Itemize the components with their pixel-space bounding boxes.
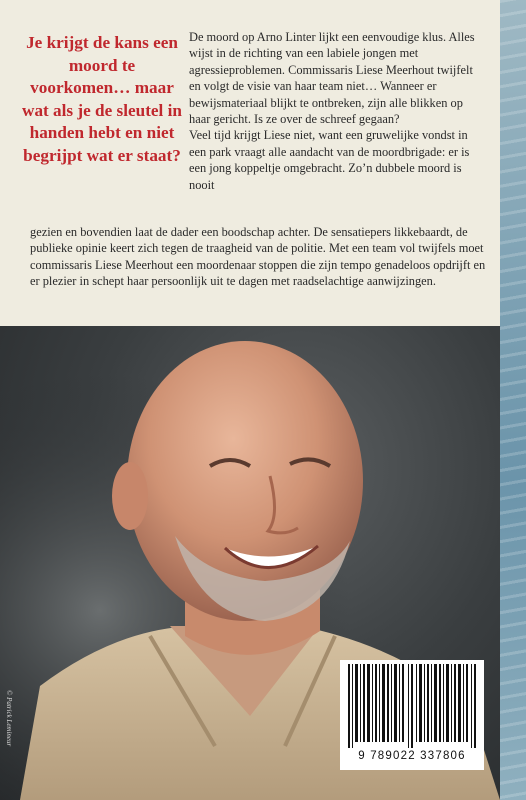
sea-background-strip <box>500 0 526 800</box>
blurb-column <box>189 29 485 193</box>
isbn-number: 9 789022 337806 <box>358 750 466 762</box>
text-panel <box>0 0 500 326</box>
barcode-bars-graphic <box>346 664 478 748</box>
blurb-full-width <box>30 224 490 290</box>
blurb-paragraph-2-start: Veel tijd krijgt Liese niet, want een gruwelijke vondst in een park vraagt alle aandacht van de moordbrigade: er is een jong koppeltje omgebracht. Zo’n dubbele moord is nooit <box>189 128 470 192</box>
barcode <box>340 660 484 770</box>
tagline: Je krijgt de kans een moord te voorkomen… maar wat als je de sleutel in handen hebt en niet begrijpt wat er staat? <box>22 33 182 165</box>
photo-credit: © Patrick Lemineur <box>5 690 13 747</box>
blurb-paragraph-2-end: gezien en bovendien laat de dader een boodschap achter. De sensatiepers likkebaardt, de publieke opinie keert zich tegen de traagheid van de politie. Met een team vol twijfels moet commissaris Liese Meerhout een moordenaar stoppen die zijn tempo genadeloos opdrijft en er plezier in schept haar persoonlijk uit te dagen met raadselachtige aanwijzingen. <box>30 225 486 289</box>
blurb-paragraph-1: De moord op Arno Linter lijkt een eenvoudige klus. Alles wijst in de richting van een labiele jongen met agressieproblemen. Commissaris Liese Meerhout twijfelt en volgt de visie van haar team niet… Wanneer er bewijsmateriaal blijkt te ontbreken, zijn alle blikken op haar gericht. Is ze over de schreef gegaan? <box>189 30 475 127</box>
